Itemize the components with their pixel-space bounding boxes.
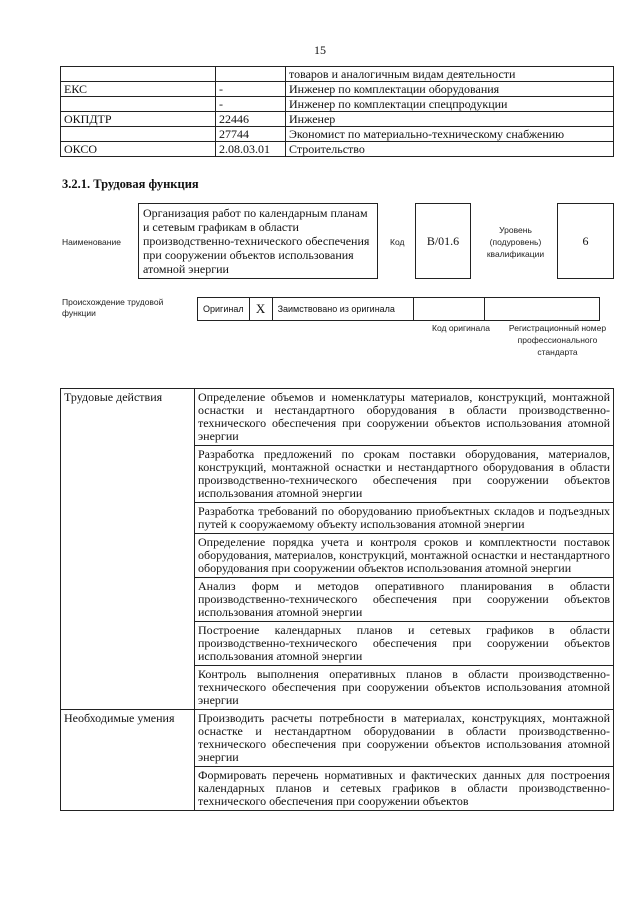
- classifier-name: [61, 127, 216, 142]
- origin-table: [197, 297, 600, 321]
- labor-action-item: Анализ форм и методов оперативного планирования в области производственно-технического обеспечения при сооружении объектов использования атомной энергии: [195, 578, 614, 622]
- name-label: Наименование: [62, 237, 121, 247]
- registration-number-cell: [484, 298, 599, 321]
- function-details-table: [60, 388, 614, 811]
- code-label: Код: [390, 237, 405, 247]
- classifier-title: Экономист по материально-техническому снабжению: [286, 127, 614, 142]
- labor-action-label: Трудовые действия: [61, 389, 195, 710]
- section-title: 3.2.1. Трудовая функция: [62, 177, 199, 191]
- classifier-row: [61, 82, 614, 97]
- original-code-caption: Код оригинала: [432, 323, 490, 333]
- skill-item: Производить расчеты потребности в материалах, конструкциях, монтажной оснастке и нестандартном оборудовании в области производственно-технического обеспечения при сооружении объектов использования атомной энергии: [195, 710, 614, 767]
- classifier-row: [61, 112, 614, 127]
- skill-item: Формировать перечень нормативных и фактических данных для построения календарных планов и сетевых графиков в области производственно-технического обеспечения при сооружении объектов: [195, 767, 614, 811]
- labor-action-item: Контроль выполнения оперативных планов в области производственно-технического обеспечения при сооружении объектов использования атомной энергии: [195, 666, 614, 710]
- original-cell: Оригинал: [198, 298, 250, 321]
- classifier-row: [61, 97, 614, 112]
- classifier-code: -: [216, 97, 286, 112]
- qualification-level: 6: [557, 203, 614, 279]
- registration-caption: Регистрационный номер профессионального стандарта: [508, 323, 607, 357]
- classifier-title: Инженер: [286, 112, 614, 127]
- origin-label: Происхождение трудовой функции: [62, 297, 164, 318]
- classifier-title: Строительство: [286, 142, 614, 157]
- classifier-row: [61, 67, 614, 82]
- function-code: B/01.6: [415, 203, 471, 279]
- level-label: Уровень (подуровень) квалификации: [486, 225, 545, 259]
- labor-action-row: [61, 389, 614, 446]
- original-mark: X: [249, 298, 272, 321]
- original-code-cell: [413, 298, 484, 321]
- labor-action-item: Определение объемов и номенклатуры материалов, конструкций, монтажной оснастки и нестандартного оборудования в области производственно-технического обеспечения при сооружении объектов использования атомной энергии: [195, 389, 614, 446]
- page-number: 15: [314, 43, 326, 57]
- classifier-table: [60, 66, 614, 157]
- labor-action-item: Построение календарных планов и сетевых графиков в области производственно-технического обеспечения при сооружении объектов использования атомной энергии: [195, 622, 614, 666]
- classifier-code: 27744: [216, 127, 286, 142]
- labor-action-item: Определение порядка учета и контроля сроков и комплектности поставок оборудования, материалов, конструкций, монтажной оснастки и нестандартного оборудования при сооружении объектов использования атомной энергии: [195, 534, 614, 578]
- classifier-code: -: [216, 82, 286, 97]
- labor-action-item: Разработка предложений по срокам поставки оборудования, материалов, конструкций, монтажной оснастки и нестандартного оборудования в области производственно-технического обеспечения при сооружении объектов использования атомной энергии: [195, 446, 614, 503]
- classifier-name: [61, 67, 216, 82]
- classifier-name: ОКПДТР: [61, 112, 216, 127]
- classifier-title: Инженер по комплектации спецпродукции: [286, 97, 614, 112]
- classifier-title: товаров и аналогичным видам деятельности: [286, 67, 614, 82]
- classifier-row: [61, 142, 614, 157]
- skill-label: Необходимые умения: [61, 710, 195, 811]
- classifier-code: 2.08.03.01: [216, 142, 286, 157]
- skill-row: [61, 710, 614, 767]
- classifier-name: ЕКС: [61, 82, 216, 97]
- function-name: Организация работ по календарным планам и сетевым графикам в области производственно-технического обеспечения при сооружении объектов использования атомной энергии: [138, 203, 378, 279]
- classifier-row: [61, 127, 614, 142]
- classifier-title: Инженер по комплектации оборудования: [286, 82, 614, 97]
- labor-action-item: Разработка требований по оборудованию приобъектных складов и подъездных путей к сооружаемому объекту использования атомной энергии: [195, 503, 614, 534]
- classifier-name: ОКСО: [61, 142, 216, 157]
- classifier-code: 22446: [216, 112, 286, 127]
- classifier-code: [216, 67, 286, 82]
- classifier-name: [61, 97, 216, 112]
- borrowed-cell: Заимствовано из оригинала: [272, 298, 413, 321]
